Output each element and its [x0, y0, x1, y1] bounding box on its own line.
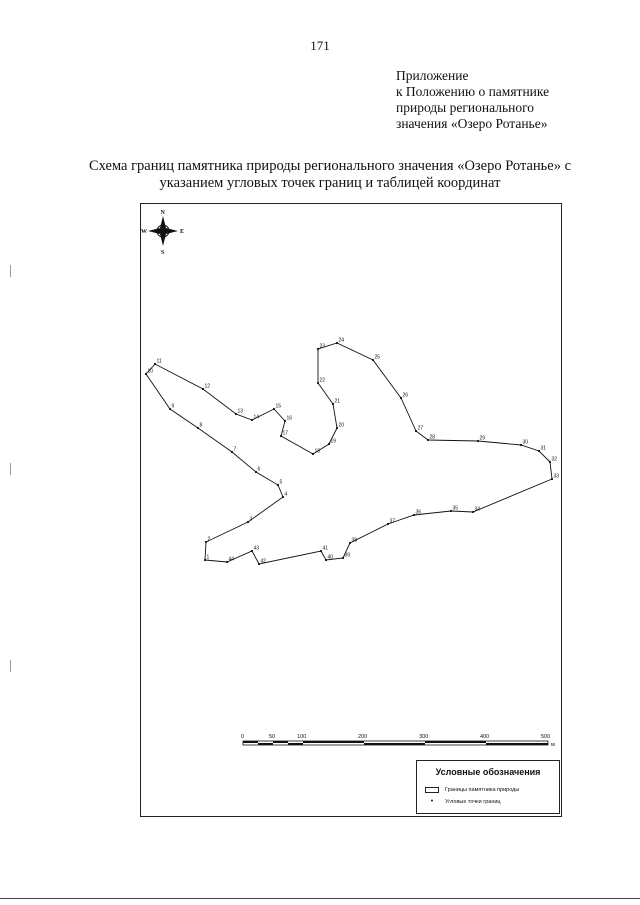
- boundary-symbol-icon: [425, 787, 439, 793]
- scan-edge-mark: [10, 463, 11, 475]
- corner-point-label: 27: [417, 425, 424, 432]
- corner-point-label: 29: [479, 435, 486, 442]
- corner-point-label: 3: [249, 516, 253, 523]
- boundary-line: [146, 343, 552, 564]
- legend: [416, 760, 560, 814]
- corner-point-label: 12: [204, 383, 211, 390]
- corner-point-label: 25: [374, 354, 381, 361]
- legend-item-points-label: Угловые точки границ: [445, 799, 501, 805]
- corner-point-label: 11: [156, 358, 162, 365]
- corner-point-label: 28: [429, 434, 436, 441]
- appendix-line-4: значения «Озеро Ротанье»: [396, 116, 548, 131]
- corner-point-label: 16: [286, 415, 293, 422]
- corner-point-label: 44: [228, 556, 235, 563]
- page-number: 171: [310, 38, 330, 53]
- scale-tick-400: 400: [480, 734, 490, 740]
- corner-point-label: 4: [284, 491, 288, 498]
- corner-point-label: 17: [282, 430, 289, 437]
- corner-point-label: 9: [171, 403, 175, 410]
- corner-point-label: 7: [233, 446, 237, 453]
- scale-bar: [241, 734, 555, 748]
- scan-edge-mark: [10, 265, 11, 277]
- appendix-line-2: к Положению о памятнике: [396, 84, 550, 99]
- corner-point-label: 2: [207, 536, 211, 543]
- corner-point-label: 26: [402, 392, 409, 399]
- corner-point-label: 41: [322, 545, 329, 552]
- compass-w-label: W: [141, 229, 147, 235]
- compass-e-label: E: [180, 229, 185, 235]
- corner-point-label: 35: [452, 505, 459, 512]
- compass-n-label: N: [160, 210, 165, 216]
- corner-point-label: 1: [206, 554, 210, 561]
- corner-point-label: 33: [553, 473, 560, 480]
- point-symbol-icon: •: [430, 798, 434, 805]
- compass-s-label: S: [161, 250, 165, 256]
- appendix-line-3: природы регионального: [396, 100, 535, 115]
- title-line-1: Схема границ памятника природы регионального значения «Озеро Ротанье» с: [88, 158, 572, 174]
- scale-tick-500: 500: [541, 734, 551, 740]
- corner-point-label: 36: [415, 509, 422, 516]
- boundary-layer: [145, 338, 559, 566]
- corner-point-label: 14: [253, 414, 260, 421]
- scale-unit: м: [551, 742, 555, 748]
- corner-point-label: 21: [334, 398, 341, 405]
- corner-point-label: 38: [351, 537, 358, 544]
- corner-point-label: 24: [338, 337, 345, 344]
- scan-bottom-line: [0, 898, 640, 899]
- corner-point-label: 34: [474, 506, 481, 513]
- scale-tick-50: 50: [269, 734, 276, 740]
- appendix-line-1: Приложение: [396, 68, 469, 83]
- title-line-2: указанием угловых точек границ и таблицей координат: [159, 175, 501, 191]
- scale-tick-200: 200: [358, 734, 368, 740]
- legend-item-points: [425, 799, 501, 805]
- legend-title: Условные обозначения: [435, 767, 541, 777]
- corner-point-label: 37: [389, 518, 396, 525]
- corner-point-label: 15: [275, 403, 282, 410]
- corner-point-label: 10: [147, 368, 154, 375]
- corner-point-label: 31: [540, 445, 547, 452]
- corner-point-label: 6: [257, 466, 261, 473]
- compass-icon: [141, 210, 184, 256]
- corner-point-label: 30: [522, 439, 529, 446]
- legend-item-boundary: [425, 787, 519, 793]
- scan-edge-mark: [10, 660, 11, 672]
- corner-point-label: 19: [330, 438, 337, 445]
- corner-point-label: 23: [319, 343, 326, 350]
- corner-point-label: 42: [260, 558, 267, 565]
- scale-tick-300: 300: [419, 734, 429, 740]
- scale-tick-100: 100: [297, 734, 307, 740]
- corner-point-label: 5: [279, 479, 283, 486]
- corner-point-label: 13: [237, 408, 244, 415]
- corner-point-label: 32: [551, 456, 558, 463]
- corner-point-label: 20: [338, 422, 345, 429]
- corner-point-label: 8: [199, 422, 203, 429]
- corner-point-label: 43: [253, 545, 260, 552]
- legend-item-boundary-label: Границы памятника природы: [445, 787, 520, 793]
- corner-point-label: 40: [327, 554, 334, 561]
- scale-tick-0: 0: [241, 734, 245, 740]
- corner-point-label: 39: [344, 552, 351, 559]
- corner-point-label: 22: [319, 377, 326, 384]
- corner-point-label: 18: [314, 448, 321, 455]
